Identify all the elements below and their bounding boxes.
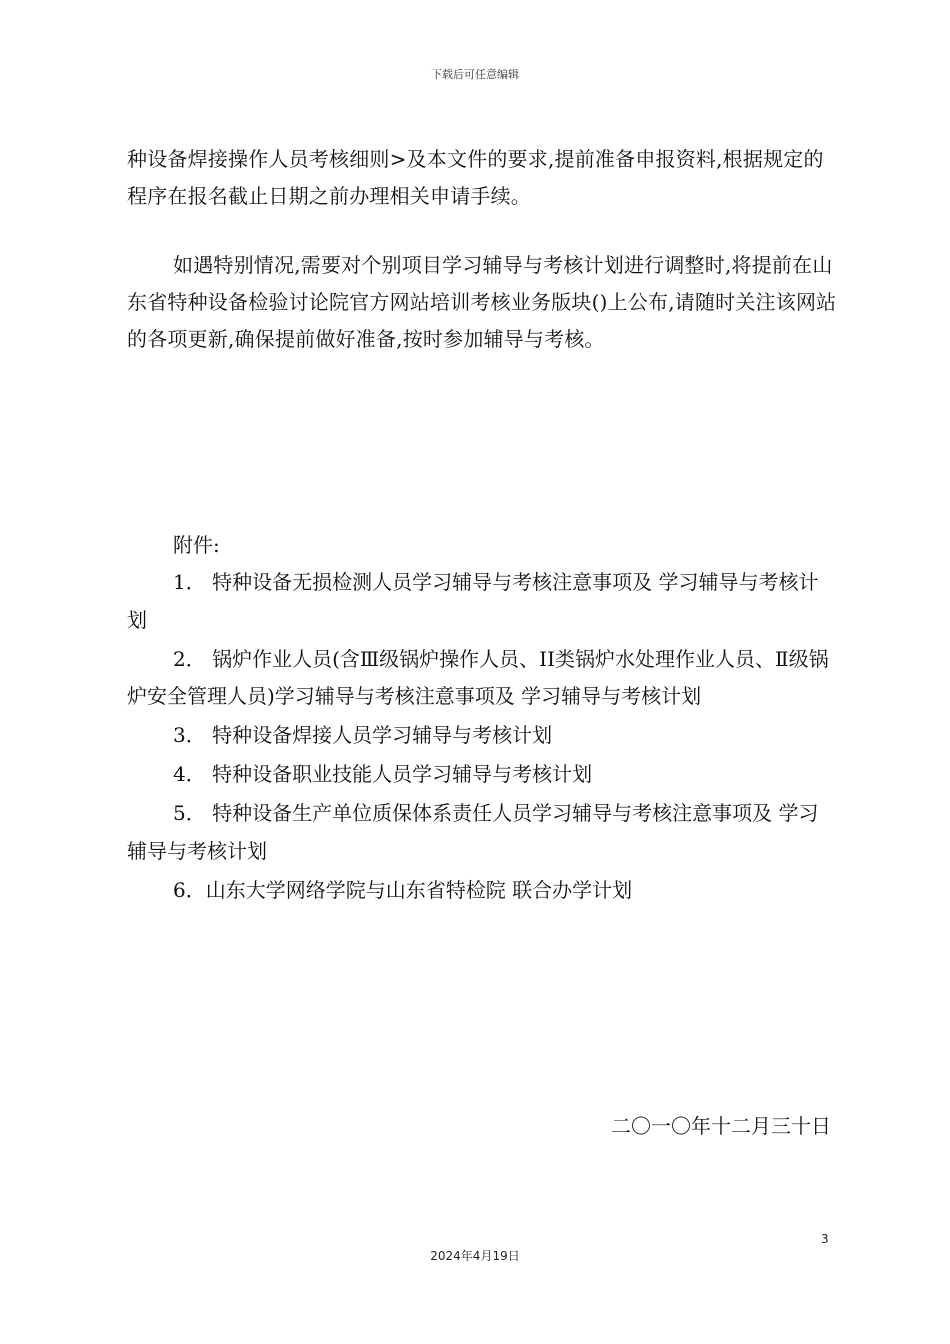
footer-date: 2024年4月19日 <box>430 1249 520 1263</box>
attachments-title: 附件: <box>173 533 220 557</box>
body-paragraph-2: 如遇特别情况,需要对个别项目学习辅导与考核计划进行调整时,将提前在山东省特种设备检验讨论院官方网站培训考核业务版块()上公布,请随时关注该网站的各项更新,确保提前做好准备,按时参加辅导与考核。 <box>127 253 837 351</box>
attachments-list <box>127 564 837 911</box>
attachment-item-2: 2． 锅炉作业人员(含Ⅲ级锅炉操作人员、II类锅炉水处理作业人员、Ⅱ级锅炉安全管理人员)学习辅导与考核注意事项及 学习辅导与考核计划 <box>127 646 829 708</box>
signature-date: 二〇一〇年十二月三十日 <box>611 1114 831 1138</box>
attachment-item-1: 1． 特种设备无损检测人员学习辅导与考核注意事项及 学习辅导与考核计划 <box>127 570 819 632</box>
header-note: 下载后可任意编辑 <box>431 68 519 81</box>
attachment-item-6: 6．山东大学网络学院与山东省特检院 联合办学计划 <box>173 877 633 902</box>
page-number: 3 <box>821 1232 829 1246</box>
attachment-item-4: 4． 特种设备职业技能人员学习辅导与考核计划 <box>173 762 593 786</box>
attachment-item-5: 5． 特种设备生产单位质保体系责任人员学习辅导与考核注意事项及 学习辅导与考核计划 <box>127 801 819 863</box>
body-paragraph-1: 种设备焊接操作人员考核细则>及本文件的要求,提前准备申报资料,根据规定的程序在报名截止日期之前办理相关申请手续。 <box>127 147 824 208</box>
attachment-item-3: 3． 特种设备焊接人员学习辅导与考核计划 <box>173 723 553 747</box>
